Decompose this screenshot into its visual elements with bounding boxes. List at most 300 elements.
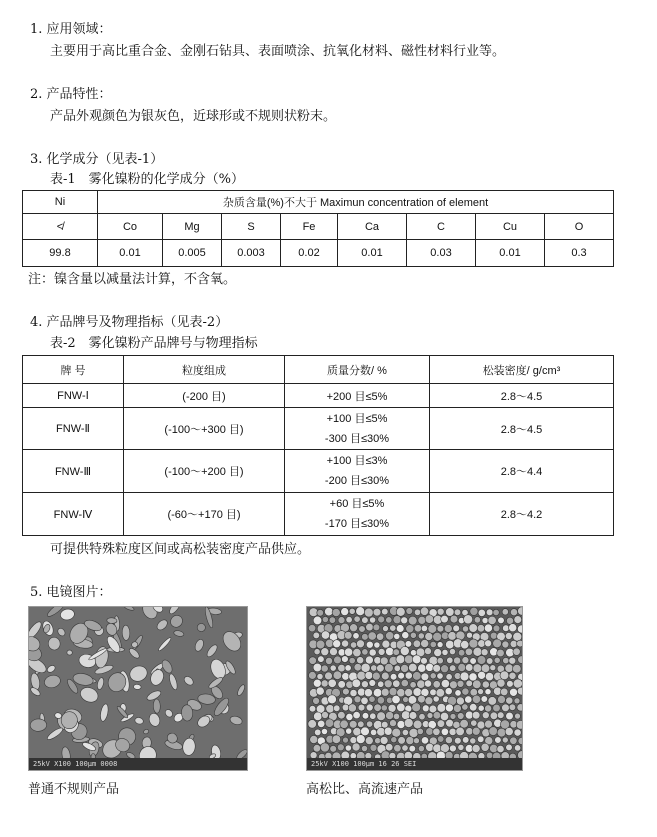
supply-note: 可提供特殊粒度区间或高松装密度产品供应。 bbox=[50, 542, 311, 557]
particle bbox=[481, 696, 488, 703]
particle bbox=[148, 668, 166, 688]
particle bbox=[510, 609, 517, 616]
particle bbox=[498, 696, 506, 704]
particle bbox=[437, 673, 443, 679]
particle bbox=[506, 712, 514, 720]
particle bbox=[173, 630, 184, 638]
particle bbox=[412, 703, 421, 712]
sem-footer-right: 25kV X100 100μm 16 26 SEI bbox=[307, 758, 523, 770]
particle bbox=[497, 649, 505, 657]
particle bbox=[353, 648, 361, 656]
particle bbox=[449, 728, 456, 735]
particle bbox=[517, 704, 522, 711]
particle bbox=[354, 696, 361, 703]
particle bbox=[422, 705, 429, 712]
particle bbox=[362, 633, 369, 640]
mass-line: +100 目≤3% bbox=[326, 455, 388, 467]
table-1-title: 表-1 雾化镍粉的化学成分（%） bbox=[50, 172, 245, 187]
particle bbox=[350, 624, 358, 632]
particle bbox=[133, 684, 141, 690]
particle bbox=[485, 689, 491, 695]
element-value: 0.003 bbox=[222, 240, 281, 267]
particle bbox=[321, 680, 328, 687]
particle bbox=[426, 728, 434, 736]
mass-line: -200 目≤30% bbox=[324, 475, 390, 487]
particle bbox=[482, 617, 488, 623]
particle bbox=[99, 703, 109, 722]
particle bbox=[408, 616, 417, 625]
element-value: 0.01 bbox=[338, 240, 407, 267]
particle bbox=[418, 616, 426, 624]
table-2-title: 表-2 雾化镍粉产品牌号与物理指标 bbox=[50, 336, 258, 351]
particle bbox=[506, 744, 513, 751]
particle bbox=[373, 624, 380, 631]
particle bbox=[413, 640, 421, 648]
particle bbox=[477, 625, 485, 633]
particle bbox=[396, 607, 405, 616]
particle bbox=[326, 705, 334, 713]
particle bbox=[348, 704, 356, 712]
density-cell: 2.8～4.4 bbox=[430, 450, 614, 493]
particle bbox=[513, 648, 520, 655]
particle bbox=[321, 728, 327, 734]
particle bbox=[402, 632, 409, 639]
particle bbox=[490, 648, 498, 656]
sem-image-spherical bbox=[306, 606, 523, 771]
particle bbox=[478, 609, 485, 616]
caption-irregular: 普通不规则产品 bbox=[28, 782, 120, 797]
particle bbox=[482, 712, 489, 719]
particle bbox=[502, 609, 508, 615]
grade-cell: FNW-Ⅳ bbox=[23, 493, 124, 536]
particle bbox=[478, 705, 484, 711]
section-2-title: 2. 产品特性： bbox=[30, 87, 112, 102]
particle bbox=[457, 713, 464, 720]
particle bbox=[386, 632, 394, 640]
particle bbox=[356, 607, 365, 616]
particle bbox=[369, 649, 376, 656]
size-header: 粒度组成 bbox=[124, 356, 285, 384]
mass-header: 质量分数/ % bbox=[285, 356, 430, 384]
particle bbox=[334, 656, 342, 664]
particle bbox=[477, 656, 486, 665]
particle bbox=[503, 625, 510, 632]
particle bbox=[325, 639, 333, 647]
particle bbox=[321, 648, 329, 656]
particle bbox=[462, 737, 469, 744]
particle bbox=[123, 607, 135, 611]
particle bbox=[471, 720, 477, 726]
particle bbox=[515, 713, 521, 719]
particle bbox=[441, 728, 448, 735]
particle bbox=[362, 713, 369, 720]
particle bbox=[330, 745, 337, 752]
particle bbox=[382, 608, 389, 615]
particle bbox=[404, 719, 413, 728]
particle bbox=[505, 633, 512, 640]
particle bbox=[309, 672, 317, 680]
particle bbox=[510, 737, 517, 744]
particle bbox=[421, 639, 429, 647]
particle bbox=[503, 657, 509, 663]
particle bbox=[447, 657, 453, 663]
particle bbox=[442, 649, 448, 655]
particle bbox=[430, 641, 436, 647]
size-cell: (-100～+200 目) bbox=[124, 450, 285, 493]
particle bbox=[182, 675, 194, 687]
grade-cell: FNW-Ⅰ bbox=[23, 384, 124, 408]
sem-image-irregular bbox=[28, 606, 248, 771]
particle bbox=[430, 689, 437, 696]
particle bbox=[405, 689, 413, 697]
particle bbox=[413, 720, 422, 729]
particle bbox=[396, 655, 405, 664]
particle bbox=[467, 632, 473, 638]
particle bbox=[155, 618, 169, 632]
particle bbox=[369, 680, 376, 687]
particle bbox=[505, 728, 513, 736]
particle bbox=[370, 713, 376, 719]
particle bbox=[490, 632, 497, 639]
particle bbox=[420, 607, 428, 615]
particle bbox=[485, 640, 492, 647]
particle bbox=[445, 737, 452, 744]
particle bbox=[409, 663, 418, 672]
particle bbox=[518, 656, 522, 664]
particle bbox=[361, 745, 367, 751]
element-header: Cu bbox=[476, 214, 545, 240]
particle bbox=[350, 737, 357, 744]
particle bbox=[375, 738, 381, 744]
particle bbox=[353, 633, 359, 639]
particle bbox=[409, 745, 416, 752]
particle bbox=[357, 640, 365, 648]
particle bbox=[369, 696, 375, 702]
particle bbox=[368, 632, 376, 640]
particle bbox=[317, 609, 324, 616]
particle bbox=[413, 672, 422, 681]
particle bbox=[404, 655, 413, 664]
particle bbox=[398, 737, 406, 745]
particle bbox=[374, 704, 382, 712]
particle bbox=[322, 616, 328, 622]
ni-header: Ni bbox=[23, 191, 98, 214]
particle bbox=[510, 688, 518, 696]
particle bbox=[67, 650, 73, 655]
particle bbox=[406, 608, 413, 615]
particle bbox=[386, 617, 392, 623]
section-1-body: 主要用于高比重合金、金刚石钻具、表面喷涂、抗氧化材料、磁性材料行业等。 bbox=[50, 44, 506, 59]
particle bbox=[514, 616, 522, 624]
particle bbox=[325, 607, 334, 616]
particle bbox=[316, 687, 324, 695]
particle bbox=[445, 704, 453, 712]
particle bbox=[389, 688, 397, 696]
particle bbox=[454, 609, 461, 616]
particle bbox=[350, 689, 357, 696]
particle bbox=[437, 608, 444, 615]
particle bbox=[517, 625, 522, 633]
particle bbox=[309, 657, 317, 665]
particle bbox=[410, 632, 416, 638]
size-cell: (-60～+170 目) bbox=[124, 493, 285, 536]
particle bbox=[397, 721, 405, 729]
element-value: 0.01 bbox=[476, 240, 545, 267]
element-header: Ca bbox=[338, 214, 407, 240]
particle bbox=[374, 642, 380, 648]
sem-spherical-particles bbox=[307, 607, 522, 770]
particle bbox=[386, 647, 394, 655]
particle bbox=[78, 685, 100, 705]
particle bbox=[168, 613, 185, 630]
particle bbox=[314, 712, 323, 721]
particle bbox=[361, 697, 368, 704]
particle bbox=[478, 671, 486, 679]
particle bbox=[493, 704, 501, 712]
particle bbox=[313, 745, 321, 753]
particle bbox=[402, 729, 408, 735]
element-header: C bbox=[407, 214, 476, 240]
particle bbox=[397, 703, 406, 712]
density-header: 松装密度/ g/cm³ bbox=[430, 356, 614, 384]
particle bbox=[320, 743, 329, 752]
particle bbox=[128, 663, 150, 683]
size-cell: (-100～+300 目) bbox=[124, 408, 285, 450]
particle bbox=[359, 626, 366, 633]
particle bbox=[413, 688, 422, 697]
particle bbox=[441, 679, 449, 687]
particle bbox=[236, 684, 246, 697]
particle bbox=[349, 608, 355, 614]
particle bbox=[393, 649, 400, 656]
particle bbox=[493, 609, 499, 615]
size-cell: (-200 目) bbox=[124, 384, 285, 408]
particle bbox=[485, 705, 492, 712]
particle bbox=[482, 681, 489, 688]
particle bbox=[393, 680, 400, 687]
particle bbox=[346, 713, 353, 720]
particle bbox=[414, 609, 420, 615]
grade-header: 牌 号 bbox=[23, 356, 124, 384]
particle bbox=[364, 689, 372, 697]
particle bbox=[425, 615, 434, 624]
particle bbox=[497, 679, 505, 687]
particle bbox=[391, 737, 397, 743]
ni-value: 99.8 bbox=[23, 240, 98, 267]
particle bbox=[366, 704, 373, 711]
particle bbox=[384, 680, 392, 688]
particle bbox=[341, 608, 349, 616]
section-5-title: 5. 电镜图片： bbox=[30, 585, 112, 600]
particle bbox=[456, 727, 465, 736]
particle bbox=[376, 633, 383, 640]
particle bbox=[401, 664, 409, 672]
particle bbox=[437, 642, 443, 648]
element-header: S bbox=[222, 214, 281, 240]
particle bbox=[453, 704, 461, 712]
particle bbox=[469, 673, 477, 681]
particle bbox=[333, 705, 340, 712]
particle bbox=[497, 712, 504, 719]
particle bbox=[401, 679, 408, 686]
particle bbox=[365, 737, 373, 745]
particle bbox=[380, 736, 388, 744]
particle bbox=[514, 745, 520, 751]
particle bbox=[205, 643, 219, 658]
particle bbox=[390, 625, 396, 631]
particle bbox=[370, 617, 376, 623]
mass-line: +60 目≤5% bbox=[329, 498, 385, 510]
particle bbox=[506, 697, 513, 704]
element-value: 0.02 bbox=[281, 240, 338, 267]
particle bbox=[390, 674, 397, 681]
particle bbox=[486, 609, 493, 616]
particle bbox=[450, 615, 458, 623]
particle bbox=[428, 625, 437, 634]
mass-cell bbox=[285, 450, 430, 493]
particle bbox=[393, 616, 401, 624]
mass-line: +100 目≤5% bbox=[326, 412, 388, 425]
particle bbox=[437, 736, 444, 743]
particle bbox=[343, 688, 350, 695]
particle bbox=[329, 617, 336, 624]
particle bbox=[394, 633, 400, 639]
particle bbox=[47, 636, 61, 651]
particle bbox=[46, 664, 56, 674]
particle bbox=[450, 713, 456, 719]
particle bbox=[392, 695, 400, 703]
particle bbox=[426, 743, 434, 751]
particle bbox=[454, 737, 461, 744]
particle bbox=[454, 657, 461, 664]
particle bbox=[56, 627, 66, 638]
particle bbox=[488, 697, 497, 706]
particle bbox=[518, 737, 522, 744]
particle bbox=[337, 744, 344, 751]
particle bbox=[370, 744, 377, 751]
particle bbox=[466, 680, 473, 687]
particle bbox=[417, 680, 425, 688]
grade-cell: FNW-Ⅱ bbox=[23, 408, 124, 450]
particle bbox=[414, 738, 420, 744]
table-1-note: 注：镍含量以减量法计算，不含氧。 bbox=[28, 272, 237, 287]
particle bbox=[134, 717, 144, 725]
particle bbox=[330, 665, 336, 671]
particle bbox=[418, 695, 426, 703]
product-grade-table bbox=[22, 355, 614, 536]
particle bbox=[410, 682, 416, 688]
particle bbox=[333, 671, 342, 680]
particle bbox=[460, 672, 469, 681]
particle bbox=[434, 649, 442, 657]
grade-cell: FNW-Ⅲ bbox=[23, 450, 124, 493]
particle bbox=[372, 672, 380, 680]
particle bbox=[382, 640, 390, 648]
particle bbox=[318, 656, 325, 663]
particle bbox=[418, 746, 424, 752]
particle bbox=[398, 672, 405, 679]
particle bbox=[498, 617, 505, 624]
particle bbox=[458, 744, 464, 750]
particle bbox=[378, 616, 385, 623]
particle bbox=[377, 712, 386, 721]
particle bbox=[403, 697, 409, 703]
particle bbox=[308, 625, 315, 632]
particle bbox=[325, 657, 332, 664]
section-1-title: 1. 应用领域： bbox=[30, 22, 112, 37]
particle bbox=[421, 625, 427, 631]
particle bbox=[373, 688, 382, 697]
particle bbox=[406, 737, 414, 745]
particle bbox=[437, 625, 444, 632]
particle bbox=[458, 649, 465, 656]
particle bbox=[317, 673, 323, 679]
particle bbox=[328, 679, 336, 687]
particle bbox=[362, 617, 369, 624]
particle bbox=[332, 735, 341, 744]
particle bbox=[340, 720, 348, 728]
particle bbox=[342, 640, 349, 647]
particle bbox=[157, 636, 172, 652]
particle bbox=[194, 638, 206, 652]
particle bbox=[148, 712, 162, 728]
particle bbox=[346, 728, 352, 734]
particle bbox=[484, 624, 492, 632]
particle bbox=[371, 665, 377, 671]
particle bbox=[473, 647, 482, 656]
particle bbox=[400, 647, 409, 656]
particle bbox=[497, 745, 504, 752]
particle bbox=[510, 640, 517, 647]
particle bbox=[310, 735, 318, 743]
particle bbox=[345, 745, 351, 751]
particle bbox=[401, 617, 408, 624]
particle bbox=[365, 671, 373, 679]
particle bbox=[472, 711, 480, 719]
particle bbox=[514, 729, 521, 736]
particle bbox=[318, 720, 325, 727]
particle bbox=[342, 656, 349, 663]
particle bbox=[330, 648, 338, 656]
particle bbox=[381, 688, 389, 696]
particle bbox=[455, 690, 461, 696]
particle bbox=[338, 617, 345, 624]
particle bbox=[388, 704, 396, 712]
particle bbox=[122, 625, 130, 640]
particle bbox=[441, 615, 449, 623]
particle bbox=[433, 712, 441, 720]
element-header: O bbox=[545, 214, 614, 240]
mass-line: -300 目≤30% bbox=[324, 432, 390, 445]
particle bbox=[421, 657, 428, 664]
particle bbox=[229, 715, 243, 726]
particle bbox=[394, 745, 401, 752]
particle bbox=[342, 704, 349, 711]
particle bbox=[43, 674, 62, 690]
particle bbox=[350, 642, 356, 648]
particle bbox=[321, 665, 328, 672]
particle bbox=[338, 681, 346, 689]
particle bbox=[412, 655, 421, 664]
particle bbox=[349, 657, 355, 663]
particle bbox=[333, 640, 341, 648]
particle bbox=[457, 680, 464, 687]
particle bbox=[313, 663, 322, 672]
particle bbox=[392, 728, 401, 737]
particle bbox=[417, 728, 423, 734]
particle bbox=[384, 727, 392, 735]
particle bbox=[448, 632, 457, 641]
